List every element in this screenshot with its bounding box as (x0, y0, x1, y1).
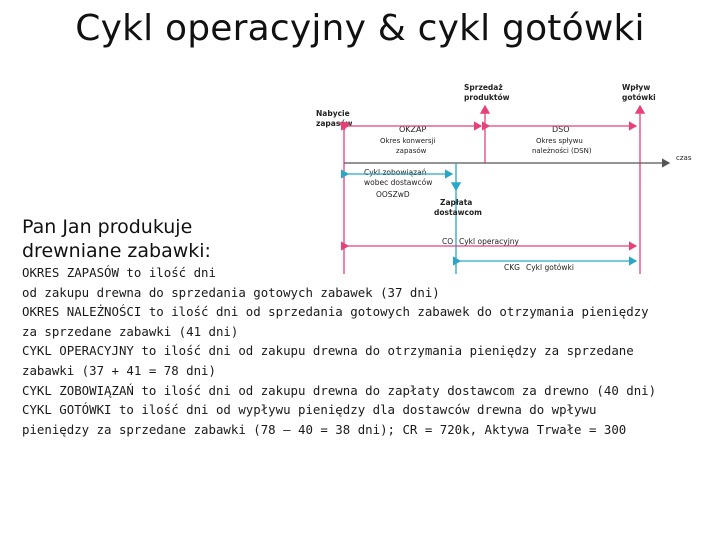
label-ooszwd: OOSZwD (376, 190, 410, 199)
body-line-7: CYKL ZOBOWIĄZAŃ to ilość dni od zakupu drewna do zapłaty dostawcom za drewno (40 dni) (22, 382, 657, 398)
label-dostawcom: dostawcom (434, 208, 482, 217)
intro-line-1: Pan Jan produkuje (22, 216, 193, 238)
label-dso-desc-2: należności (DSN) (532, 147, 592, 155)
label-zapasow: zapasów (316, 119, 353, 128)
label-cz-1: Cykl zobowiązań (364, 168, 427, 177)
body-line-2: od zakupu drewna do sprzedania gotowych zabawek (37 dni) (22, 284, 440, 300)
label-okzap-desc-1: Okres konwersji (380, 137, 436, 145)
label-ckg-desc: Cykl gotówki (526, 263, 574, 272)
label-ckg: CKG (504, 263, 520, 272)
label-nabycie: Nabycie (316, 109, 350, 118)
body-line-8: CYKL GOTÓWKI to ilość dni od wypływu pieniędzy dla dostawców drewna do wpływu (22, 402, 597, 418)
label-okzap: OKZAP (399, 125, 427, 134)
intro-line-2: drewniane zabawki: (22, 240, 211, 262)
body-line-3: OKRES NALEŻNOŚCI to ilość dni od sprzedania gotowych zabawek do otrzymania pieniędzy (22, 304, 649, 320)
label-czas: czas (676, 154, 692, 162)
body-line-6: zabawki (37 + 41 = 78 dni) (22, 362, 216, 378)
label-co: CO (442, 237, 454, 246)
slide-title: Cykl operacyjny & cykl gotówki (75, 8, 645, 49)
label-co-desc: Cykl operacyjny (459, 237, 519, 246)
label-wplyw: Wpływ (622, 83, 651, 92)
body-line-4: za sprzedane zabawki (41 dni) (22, 323, 239, 339)
label-okzap-desc-2: zapasów (396, 147, 427, 155)
body-line-1: OKRES ZAPASÓW to ilość dni (22, 265, 216, 280)
label-sprzedaz: Sprzedaż (464, 83, 503, 92)
label-zaplata: Zapłata (440, 198, 473, 207)
label-cz-2: wobec dostawców (364, 178, 433, 187)
label-produktow: produktów (464, 93, 510, 102)
body-line-9: pieniędzy za sprzedane zabawki (78 – 40 = 38 dni); CR = 720k, Aktywa Trwałe = 300 (22, 421, 627, 437)
label-dso: DSO (552, 125, 570, 134)
label-gotowki: gotówki (622, 93, 656, 102)
cash-cycle-diagram (314, 78, 706, 274)
body-line-5: CYKL OPERACYJNY to ilość dni od zakupu drewna do otrzymania pieniędzy za sprzedane (22, 343, 634, 359)
definitions-text (22, 263, 712, 439)
intro-text (22, 215, 312, 263)
label-dso-desc-1: Okres spływu (536, 137, 583, 145)
